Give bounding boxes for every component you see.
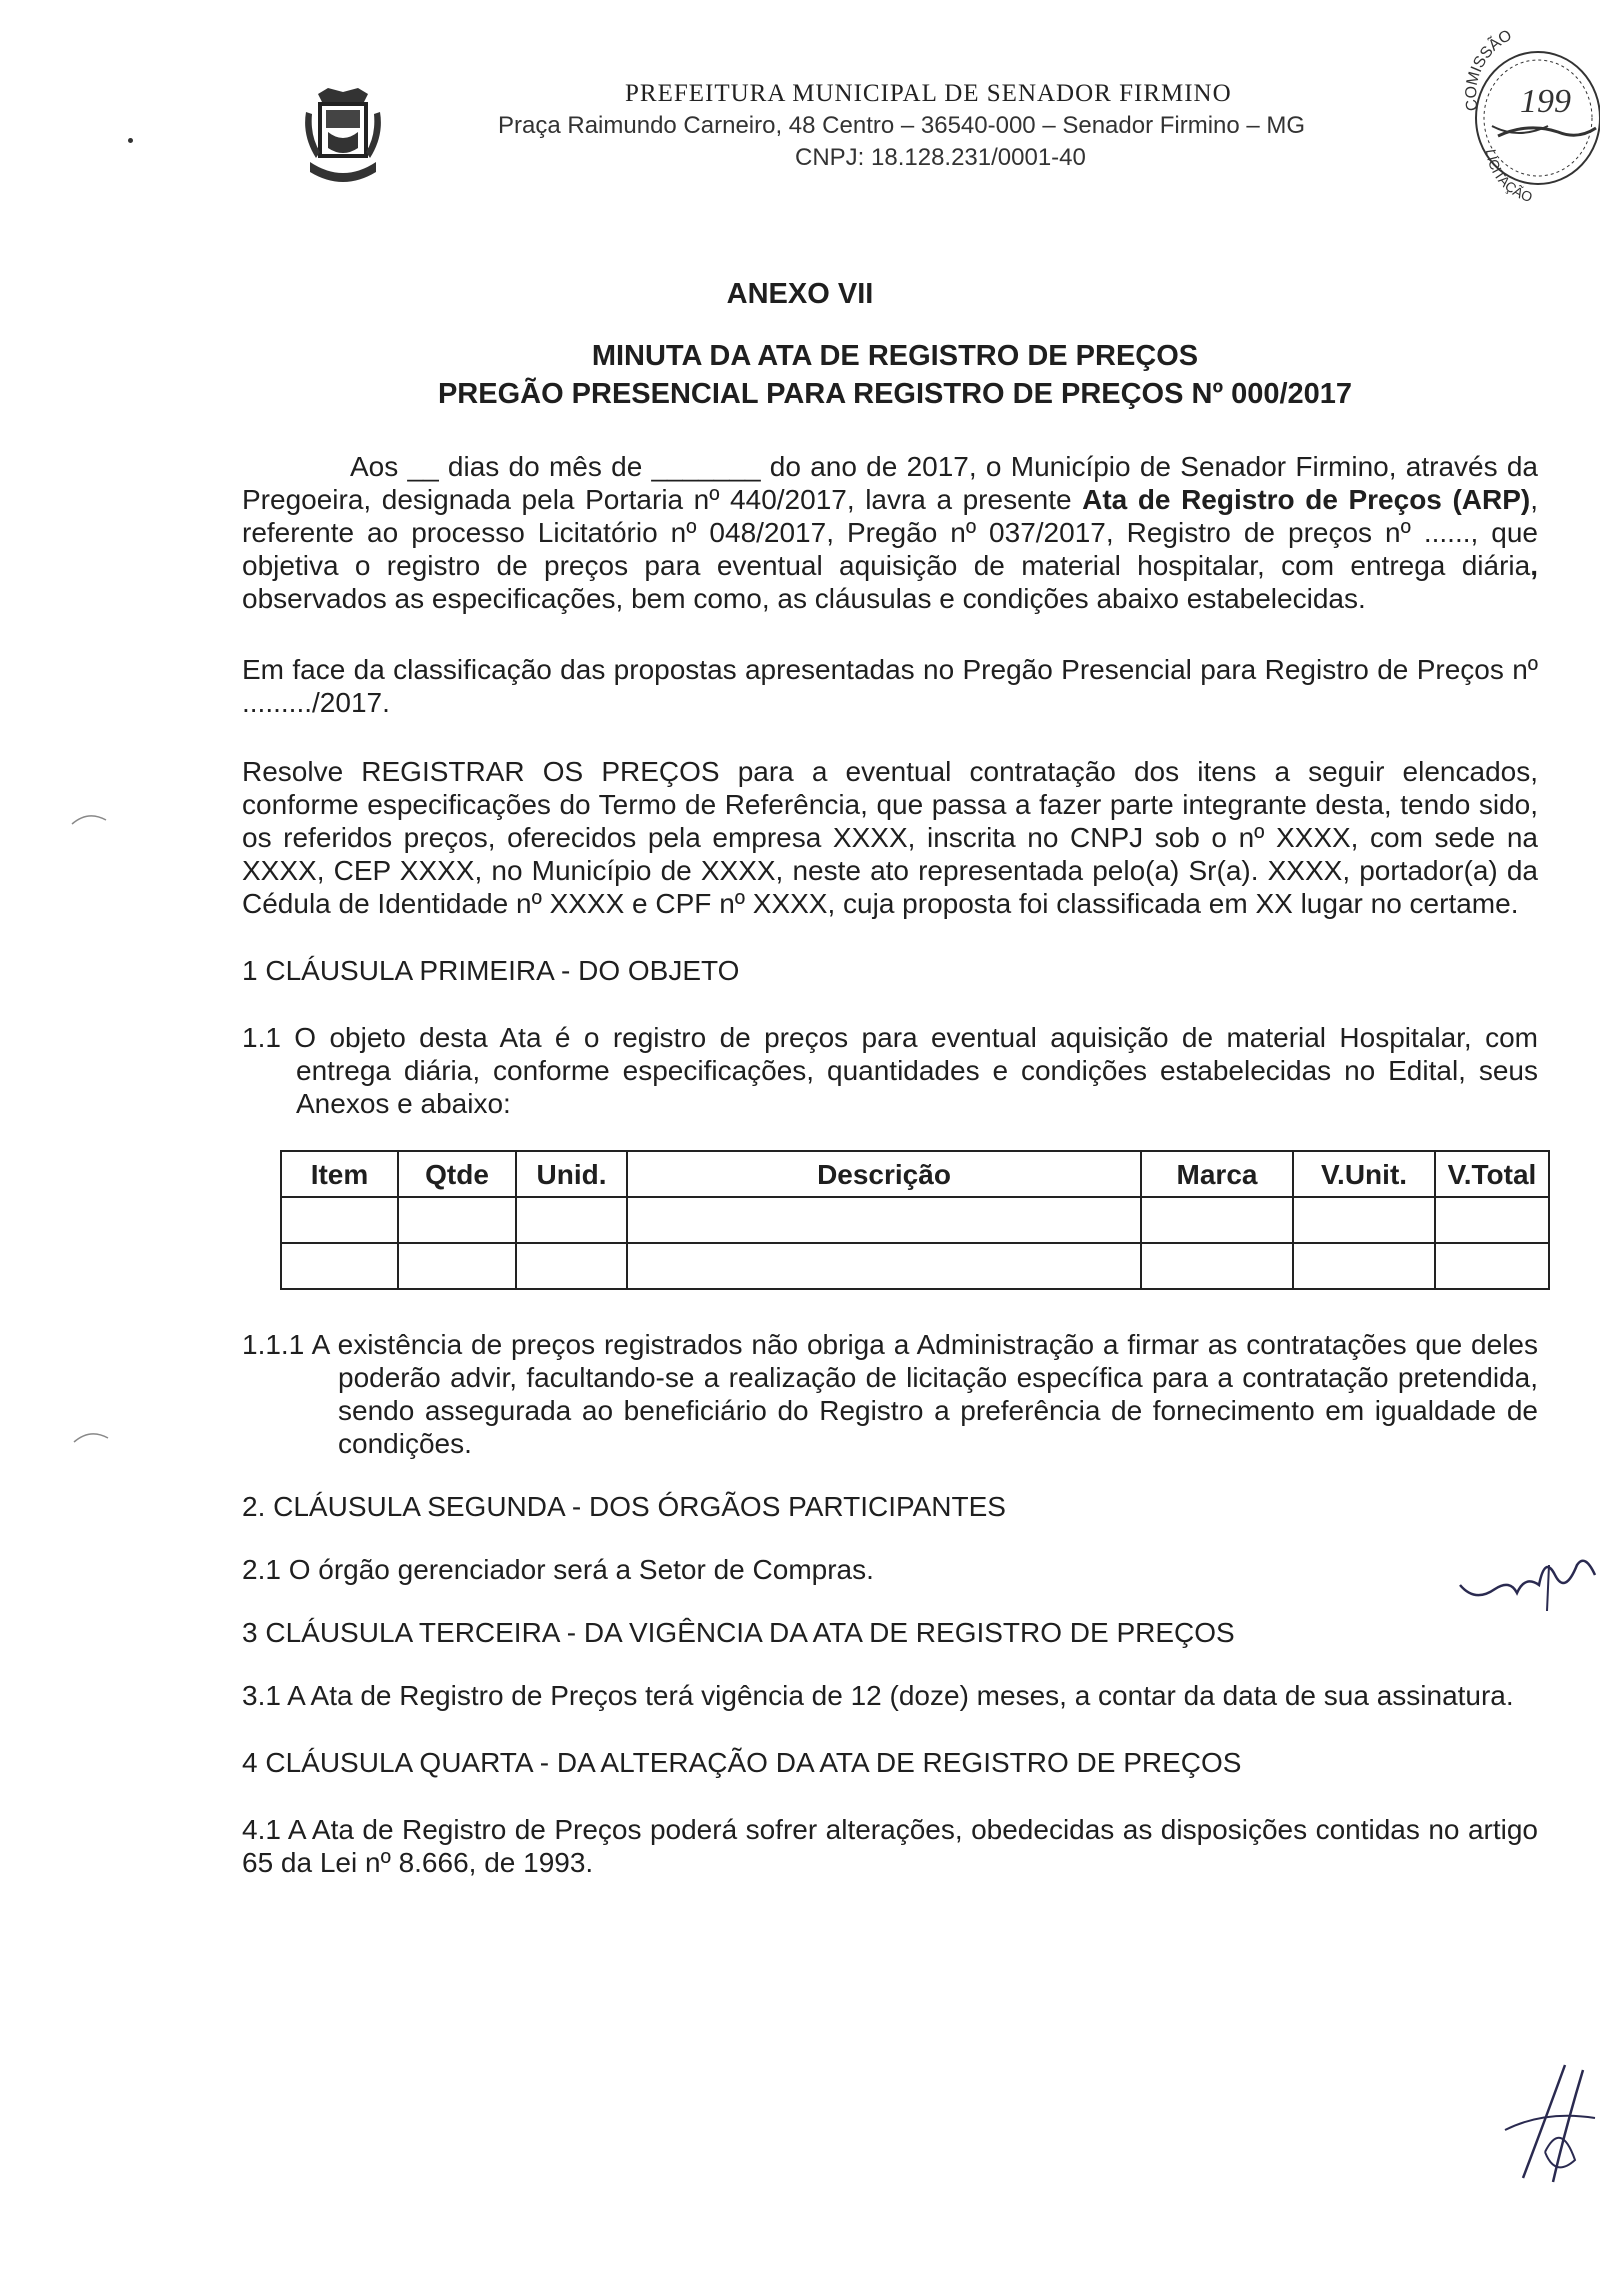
intro-bold-ata: Ata de Registro de Preços (ARP) — [1082, 484, 1531, 515]
table-cell — [627, 1197, 1141, 1243]
organization-cnpj: CNPJ: 18.128.231/0001-40 — [795, 144, 1086, 171]
scan-speck — [128, 138, 133, 143]
intro-text-1: Aos __ dias do mês de _______ do ano de 2017, o Município de Senador Firmino, através da Pregoeira, designada pela Portaria nº 440/2017, lavra a presente — [242, 451, 1538, 515]
table-cell — [398, 1197, 516, 1243]
column-header-vunit: V.Unit. — [1293, 1151, 1435, 1197]
organization-name: PREFEITURA MUNICIPAL DE SENADOR FIRMINO — [625, 80, 1232, 107]
scan-mark — [70, 810, 110, 826]
column-header-unid: Unid. — [516, 1151, 627, 1197]
table-header-row — [281, 1151, 1549, 1197]
table-row — [281, 1197, 1549, 1243]
classification-paragraph: Em face da classificação das propostas apresentadas no Pregão Presencial para Registro de Preços nº ........./2017. — [242, 654, 1538, 718]
document-body — [242, 450, 1538, 1879]
table-cell — [281, 1243, 398, 1289]
pregao-subtitle: PREGÃO PRESENCIAL PARA REGISTRO DE PREÇOS Nº 000/2017 — [437, 378, 1353, 410]
handwritten-initials — [1495, 2060, 1600, 2190]
table-cell — [1293, 1197, 1435, 1243]
intro-paragraph — [242, 450, 1538, 615]
stamp-bottom-text: LICITAÇÃO — [1482, 148, 1535, 206]
commission-stamp — [1458, 10, 1600, 210]
table-cell — [1141, 1197, 1293, 1243]
column-header-vtotal: V.Total — [1435, 1151, 1549, 1197]
table-cell — [1435, 1197, 1549, 1243]
resolve-paragraph: Resolve REGISTRAR OS PREÇOS para a eventual contratação dos itens a seguir elencados, conforme especificações do Termo de Referência, que passa a fazer parte integrante desta, tendo sido, os referidos preços, oferecidos pela empresa XXXX, inscrita no CNPJ sob o nº XXXX, com sede na XXXX, CEP XXXX, no Município de XXXX, neste ato representada pelo(a) Sr(a). XXXX, portador(a) da Cédula de Identidade nº XXXX e CPF nº XXXX, cuja proposta foi classificada em XX lugar no certame. — [242, 756, 1538, 919]
organization-address: Praça Raimundo Carneiro, 48 Centro – 36540-000 – Senador Firmino – MG — [498, 112, 1306, 139]
clause-1-title: 1 CLÁUSULA PRIMEIRA - DO OBJETO — [242, 955, 740, 986]
scan-mark — [72, 1428, 112, 1444]
clause-2-1: 2.1 O órgão gerenciador será a Setor de Compras. — [242, 1554, 874, 1585]
table-cell — [516, 1197, 627, 1243]
intro-text-2: , referente ao processo Licitatório nº 048/2017, Pregão nº 037/2017, Registro de preços nº ......, que objetiva o registro de preços para eventual aquisição de material hospitalar, com entrega diária — [242, 484, 1538, 581]
clause-3-title: 3 CLÁUSULA TERCEIRA - DA VIGÊNCIA DA ATA DE REGISTRO DE PREÇOS — [242, 1617, 1235, 1648]
clause-1-1: 1.1 O objeto desta Ata é o registro de preços para eventual aquisição de material Hospitalar, com entrega diária, conforme especificações, quantidades e condições estabelecidas no Edital, seus Anexos e abaixo: — [242, 1022, 1538, 1119]
clause-4-title: 4 CLÁUSULA QUARTA - DA ALTERAÇÃO DA ATA DE REGISTRO DE PREÇOS — [242, 1747, 1242, 1778]
table-cell — [1141, 1243, 1293, 1289]
table-cell — [398, 1243, 516, 1289]
column-header-qtde: Qtde — [398, 1151, 516, 1197]
svg-text:COMISSÃO — [1463, 27, 1515, 112]
table-cell — [1435, 1243, 1549, 1289]
stamp-number: 199 — [1520, 83, 1571, 120]
handwritten-signature-right — [1455, 1545, 1600, 1615]
table-cell — [1293, 1243, 1435, 1289]
clause-3-1: 3.1 A Ata de Registro de Preços terá vigência de 12 (doze) meses, a contar da data de sua assinatura. — [242, 1680, 1514, 1711]
intro-bold-comma: , — [1530, 550, 1538, 581]
stamp-top-text: COMISSÃO — [1462, 26, 1515, 113]
clause-4-1: 4.1 A Ata de Registro de Preços poderá sofrer alterações, obedecidas as disposições contidas no artigo 65 da Lei nº 8.666, de 1993. — [242, 1814, 1538, 1878]
municipal-crest-icon — [300, 86, 386, 192]
intro-text-3: observados as especificações, bem como, as cláusulas e condições abaixo estabelecidas. — [242, 583, 1366, 614]
table-cell — [627, 1243, 1141, 1289]
svg-text:LICITAÇÃO — [1483, 148, 1535, 205]
column-header-descricao: Descrição — [627, 1151, 1141, 1197]
clause-1-1-1: 1.1.1 A existência de preços registrados não obriga a Administração a firmar as contratações que deles poderão advir, facultando-se a realização de licitação específica para a contratação pretendida, sendo assegurada ao beneficiário do Registro a preferência de fornecimento em igualdade de condições. — [242, 1329, 1538, 1459]
items-table — [280, 1150, 1550, 1290]
column-header-marca: Marca — [1141, 1151, 1293, 1197]
table-cell — [281, 1197, 398, 1243]
table-row — [281, 1243, 1549, 1289]
annex-title: ANEXO VII — [726, 278, 874, 310]
clause-2-title: 2. CLÁUSULA SEGUNDA - DOS ÓRGÃOS PARTICIPANTES — [242, 1491, 1006, 1522]
table-cell — [516, 1243, 627, 1289]
column-header-item: Item — [281, 1151, 398, 1197]
document-subtitle: MINUTA DA ATA DE REGISTRO DE PREÇOS — [591, 340, 1199, 372]
